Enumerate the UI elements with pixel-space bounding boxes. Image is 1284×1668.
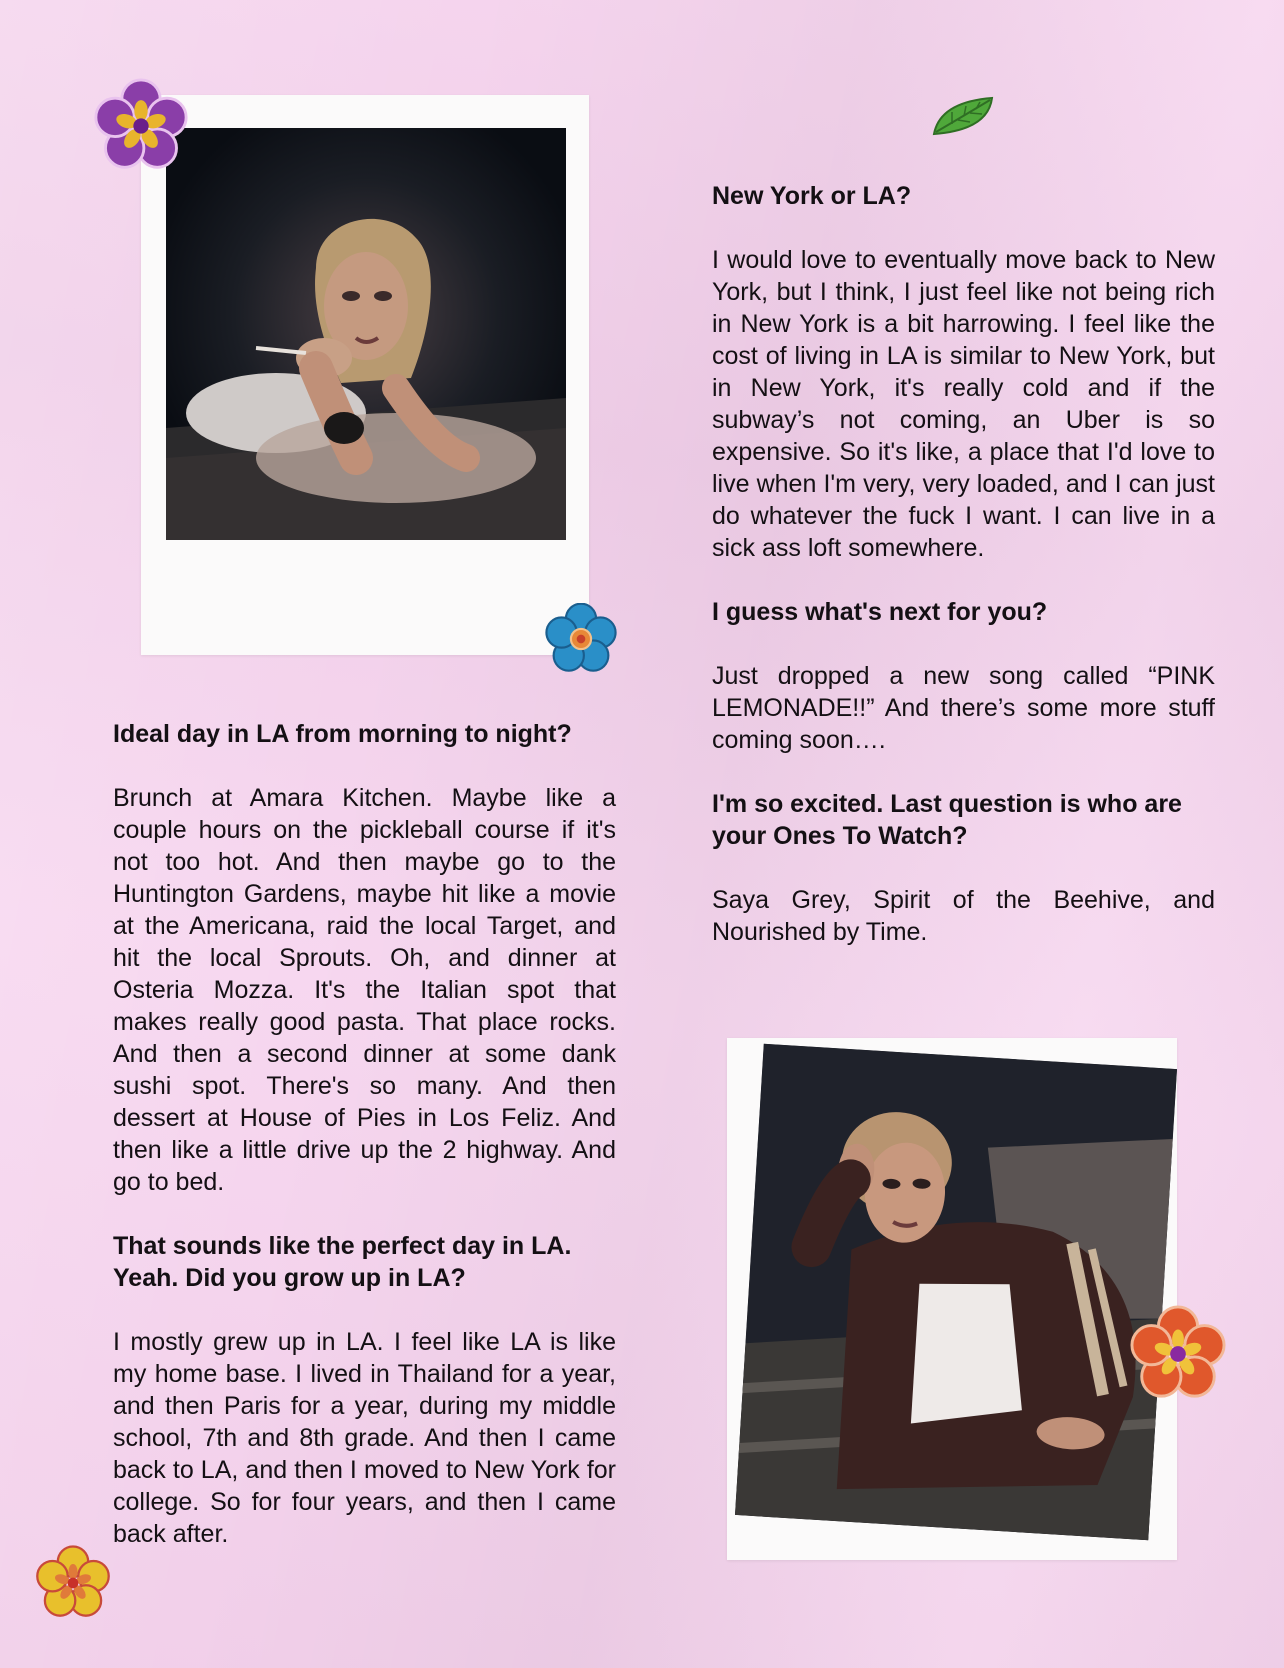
answer-whats-next: Just dropped a new song called “PINK LEMONADE!!” And there’s some more stuff coming soon…. <box>712 662 1215 754</box>
question-ideal-day: Ideal day in LA from morning to night? <box>113 720 572 748</box>
question-ny-or-la: New York or LA? <box>712 182 912 210</box>
question-ones-to-watch: I'm so excited. Last question is who are your Ones To Watch? <box>712 790 1182 850</box>
yellow-flower-icon <box>34 1545 112 1621</box>
answer-ny-or-la: I would love to eventually move back to New York, but I think, I just feel like not being rich in New York is a bit harrowing. I feel like the cost of living in LA is similar to New York, but in New York, it's really cold and if the subway’s not coming, an Uber is so expensive. So it's like, a place that I'd love to live when I'm very, very loaded, and I can just do whatever the fuck I want. I can live in a sick ass loft somewhere. <box>712 246 1215 562</box>
answer-ideal-day: Brunch at Amara Kitchen. Maybe like a couple hours on the pickleball course if it's not too hot. And then maybe go to the Huntington Gardens, maybe hit like a movie at the Americana, raid the local Target, and hit the local Sprouts. Oh, and dinner at Osteria Mozza. It's the Italian spot that makes really good pasta. That place rocks. And then a second dinner at some dank sushi spot. There's so many. And then dessert at House of Pies in Los Feliz. And then like a little drive up the 2 highway. And go to bed. <box>113 784 616 1196</box>
portrait-photo-jacket <box>735 1044 1177 1540</box>
purple-flower-icon <box>92 78 190 174</box>
right-interview-column <box>712 180 1215 948</box>
portrait-illustration-2 <box>735 1044 1177 1540</box>
polaroid-photo-bottom <box>727 1038 1177 1560</box>
left-interview-column <box>113 718 616 1550</box>
question-whats-next: I guess what's next for you? <box>712 598 1048 626</box>
answer-grow-up: I mostly grew up in LA. I feel like LA is like my home base. I lived in Thailand for a year, and then Paris for a year, during my middle school, 7th and 8th grade. And then I came back to LA, and then I moved to New York for college. So for four years, and then I came back after. <box>113 1328 616 1548</box>
blue-flower-icon <box>545 603 617 675</box>
green-leaf-icon <box>930 94 1000 142</box>
answer-ones-to-watch: Saya Grey, Spirit of the Beehive, and Nourished by Time. <box>712 886 1215 946</box>
polaroid-photo-top <box>141 95 589 655</box>
question-grow-up: That sounds like the perfect day in LA. Yeah. Did you grow up in LA? <box>113 1232 572 1292</box>
portrait-illustration-1 <box>166 128 566 540</box>
orange-flower-icon <box>1128 1305 1228 1403</box>
portrait-photo-reclining <box>166 128 566 540</box>
